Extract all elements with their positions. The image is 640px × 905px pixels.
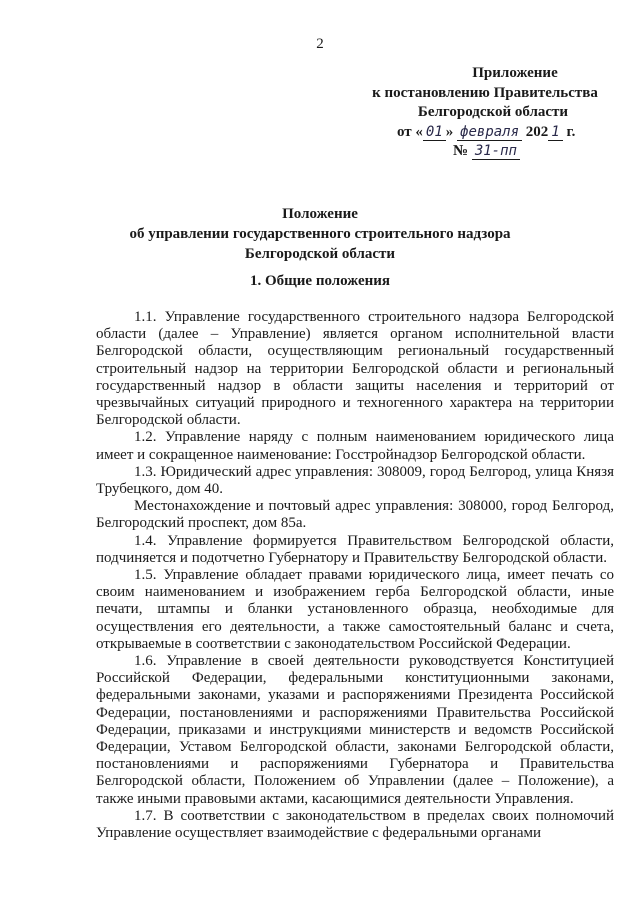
- paragraph: 1.1. Управление государственного строительного надзора Белгородской области (далее – Управление) является органом исполнительной власти Белгородской области, осуществляющим региональный государственный строительный надзор на территории Белгородской области и региональный государственный надзор в области защиты населения и территорий от чрезвычайных ситуаций природного и техногенного характера на территории Белгородской области.: [96, 309, 614, 429]
- paragraph: 1.2. Управление наряду с полным наименованием юридического лица имеет и сокращенное наименование: Госстройнадзор Белгородской области.: [96, 429, 614, 463]
- paragraph: 1.4. Управление формируется Правительством Белгородской области, подчиняется и подотчетно Губернатору и Правительству Белгородской области.: [96, 532, 614, 566]
- title-line-3: Белгородской области: [244, 246, 396, 262]
- appendix-number-line: [355, 142, 615, 162]
- paragraph: 1.3. Юридический адрес управления: 308009, город Белгород, улица Князя Трубецкого, дом 40.: [96, 463, 614, 498]
- page-number: 2: [316, 36, 324, 52]
- document-body: [96, 309, 614, 842]
- paragraph: Местонахождение и почтовый адрес управления: 308000, город Белгород, Белгородский проспект, дом 85а.: [96, 498, 614, 532]
- date-year-prefix: 202: [525, 123, 549, 140]
- date-mid: »: [445, 123, 454, 140]
- date-day-handwritten: 01: [423, 124, 446, 141]
- appendix-date-line: [355, 123, 615, 143]
- date-month-handwritten: февраля: [457, 124, 522, 141]
- number-prefix: №: [453, 143, 469, 159]
- paragraph: 1.5. Управление обладает правами юридического лица, имеет печать со своим наименованием и изображением герба Белгородской области, иные печати, штампы и бланки установленного образца, необходимые для осуществления его деятельности, а также самостоятельный баланс и счета, открываемые в соответствии с законодательством Российской Федерации.: [96, 567, 614, 652]
- appendix-title: Приложение: [472, 65, 558, 81]
- title-line-1: Положение: [282, 206, 358, 222]
- paragraph: 1.7. В соответствии с законодательством в пределах своих полномочий Управление осуществляет взаимодействие с федеральными органами: [96, 807, 614, 842]
- number-handwritten: 31-пп: [472, 143, 520, 160]
- date-year-handwritten: 1: [548, 124, 562, 141]
- appendix-region: Белгородской области: [417, 104, 569, 120]
- title-line-2: об управлении государственного строительного надзора: [129, 226, 511, 242]
- section-heading: 1. Общие положения: [249, 273, 391, 289]
- document-title: [0, 204, 640, 264]
- appendix-block: [355, 64, 615, 162]
- paragraph: 1.6. Управление в своей деятельности руководствуется Конституцией Российской Федерации, федеральными конституционными законами, федеральными законами, указами и распоряжениями Президента Российской Федерации, постановлениями и распоряжениями Правительства Российской Федерации, приказами и инструкциями министерств и ведомств Российской Федерации, Уставом Белгородской области, законами Белгородской области, постановлениями и распоряжениями Губернатора и Правительства Белгородской области, Положением об Управлении (далее – Положение), а также иными правовыми актами, касающимися деятельности Управления.: [96, 653, 614, 807]
- date-suffix: г.: [566, 123, 576, 140]
- appendix-resolution-ref: к постановлению Правительства: [372, 84, 598, 101]
- date-prefix: от «: [397, 123, 423, 140]
